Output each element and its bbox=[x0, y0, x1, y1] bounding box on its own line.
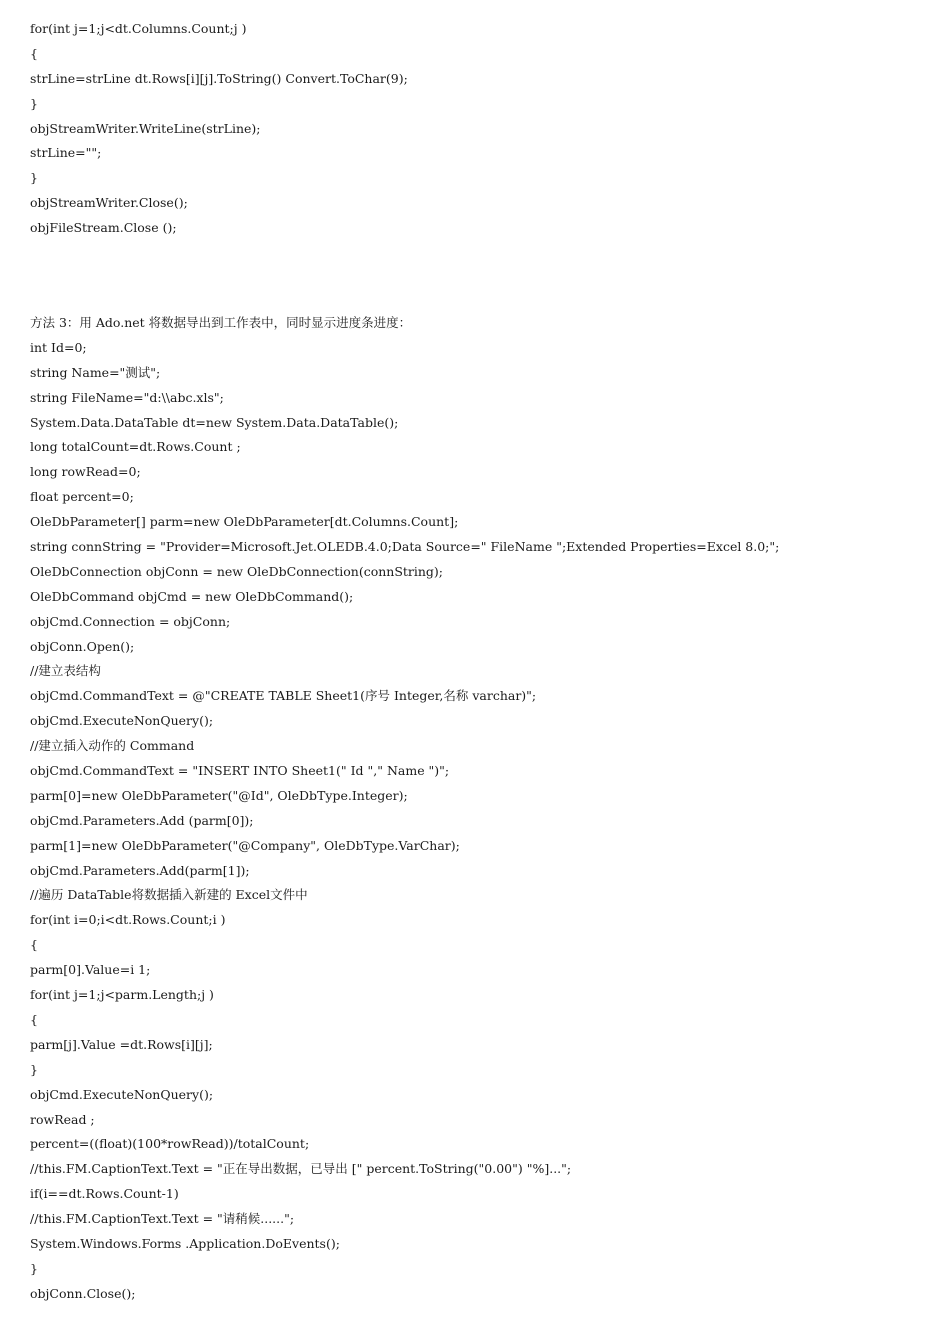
code-line: System.Data.DataTable dt=new System.Data.DataTable(); bbox=[30, 414, 399, 430]
code-line: parm[0]=new OleDbParameter("@Id", OleDbType.Integer); bbox=[30, 787, 408, 803]
code-block-main bbox=[30, 311, 930, 1307]
code-line: { bbox=[30, 937, 38, 953]
code-comment: //建立插入动作的 Command bbox=[30, 738, 195, 754]
code-line: parm[0].Value=i 1; bbox=[30, 962, 151, 978]
code-line: string FileName="d:\\abc.xls"; bbox=[30, 389, 224, 405]
code-line: objStreamWriter.Close(); bbox=[30, 195, 188, 211]
code-line: rowRead ; bbox=[30, 1111, 95, 1127]
code-line: } bbox=[30, 1260, 38, 1276]
code-line: objConn.Open(); bbox=[30, 638, 135, 654]
code-line: OleDbCommand objCmd = new OleDbCommand(); bbox=[30, 588, 354, 604]
code-line: System.Windows.Forms .Application.DoEvents(); bbox=[30, 1235, 340, 1251]
code-line: string Name="测试"; bbox=[30, 364, 161, 380]
code-line: { bbox=[30, 45, 38, 61]
code-line: percent=((float)(100*rowRead))/totalCount; bbox=[30, 1136, 310, 1152]
code-line: objCmd.Parameters.Add(parm[1]); bbox=[30, 862, 250, 878]
section-heading: 方法 3：用 Ado.net 将数据导出到工作表中，同时显示进度条进度： bbox=[30, 315, 412, 330]
code-line: float percent=0; bbox=[30, 489, 134, 505]
code-line: for(int j=1;j<parm.Length;j ) bbox=[30, 987, 214, 1003]
code-comment: //遍历 DataTable将数据插入新建的 Excel文件中 bbox=[30, 887, 308, 903]
code-line: } bbox=[30, 1061, 38, 1077]
code-line: OleDbParameter[] parm=new OleDbParameter[dt.Columns.Count]; bbox=[30, 514, 459, 530]
code-line: objCmd.CommandText = "INSERT INTO Sheet1(" Id "," Name ")"; bbox=[30, 763, 450, 779]
code-line: objCmd.ExecuteNonQuery(); bbox=[30, 1086, 214, 1102]
code-line: } bbox=[30, 95, 38, 111]
code-line: objCmd.Parameters.Add (parm[0]); bbox=[30, 812, 254, 828]
code-line: objFileStream.Close (); bbox=[30, 220, 177, 236]
code-comment: //建立表结构 bbox=[30, 663, 101, 679]
code-comment: //this.FM.CaptionText.Text = "正在导出数据，已导出 [" percent.ToString("0.00") "%]..."; bbox=[30, 1161, 572, 1177]
code-line: objCmd.Connection = objConn; bbox=[30, 613, 231, 629]
code-line: parm[1]=new OleDbParameter("@Company", OleDbType.VarChar); bbox=[30, 837, 460, 853]
code-line: } bbox=[30, 170, 38, 186]
code-line: string connString = "Provider=Microsoft.Jet.OLEDB.4.0;Data Source=" FileName ";Extended Properties=Excel 8.0;"; bbox=[30, 539, 780, 555]
code-line: OleDbConnection objConn = new OleDbConnection(connString); bbox=[30, 563, 444, 579]
code-line: parm[j].Value =dt.Rows[i][j]; bbox=[30, 1036, 213, 1052]
code-line: objCmd.ExecuteNonQuery(); bbox=[30, 713, 214, 729]
code-line: int Id=0; bbox=[30, 339, 87, 355]
code-line: for(int i=0;i<dt.Rows.Count;i ) bbox=[30, 912, 226, 928]
code-line: if(i==dt.Rows.Count-1) bbox=[30, 1186, 179, 1202]
code-line: objCmd.CommandText = @"CREATE TABLE Sheet1(序号 Integer,名称 varchar)"; bbox=[30, 688, 537, 704]
code-line: for(int j=1;j<dt.Columns.Count;j ) bbox=[30, 21, 247, 36]
code-line: long totalCount=dt.Rows.Count ; bbox=[30, 439, 241, 455]
code-block-top bbox=[30, 17, 930, 241]
code-line: long rowRead=0; bbox=[30, 464, 141, 480]
code-line: strLine=""; bbox=[30, 145, 102, 161]
code-line: objStreamWriter.WriteLine(strLine); bbox=[30, 120, 261, 136]
code-line: strLine=strLine dt.Rows[i][j].ToString() Convert.ToChar(9); bbox=[30, 70, 408, 86]
code-comment: //this.FM.CaptionText.Text = "请稍候......"; bbox=[30, 1211, 295, 1227]
code-line: objConn.Close(); bbox=[30, 1285, 136, 1301]
code-line: { bbox=[30, 1011, 38, 1027]
